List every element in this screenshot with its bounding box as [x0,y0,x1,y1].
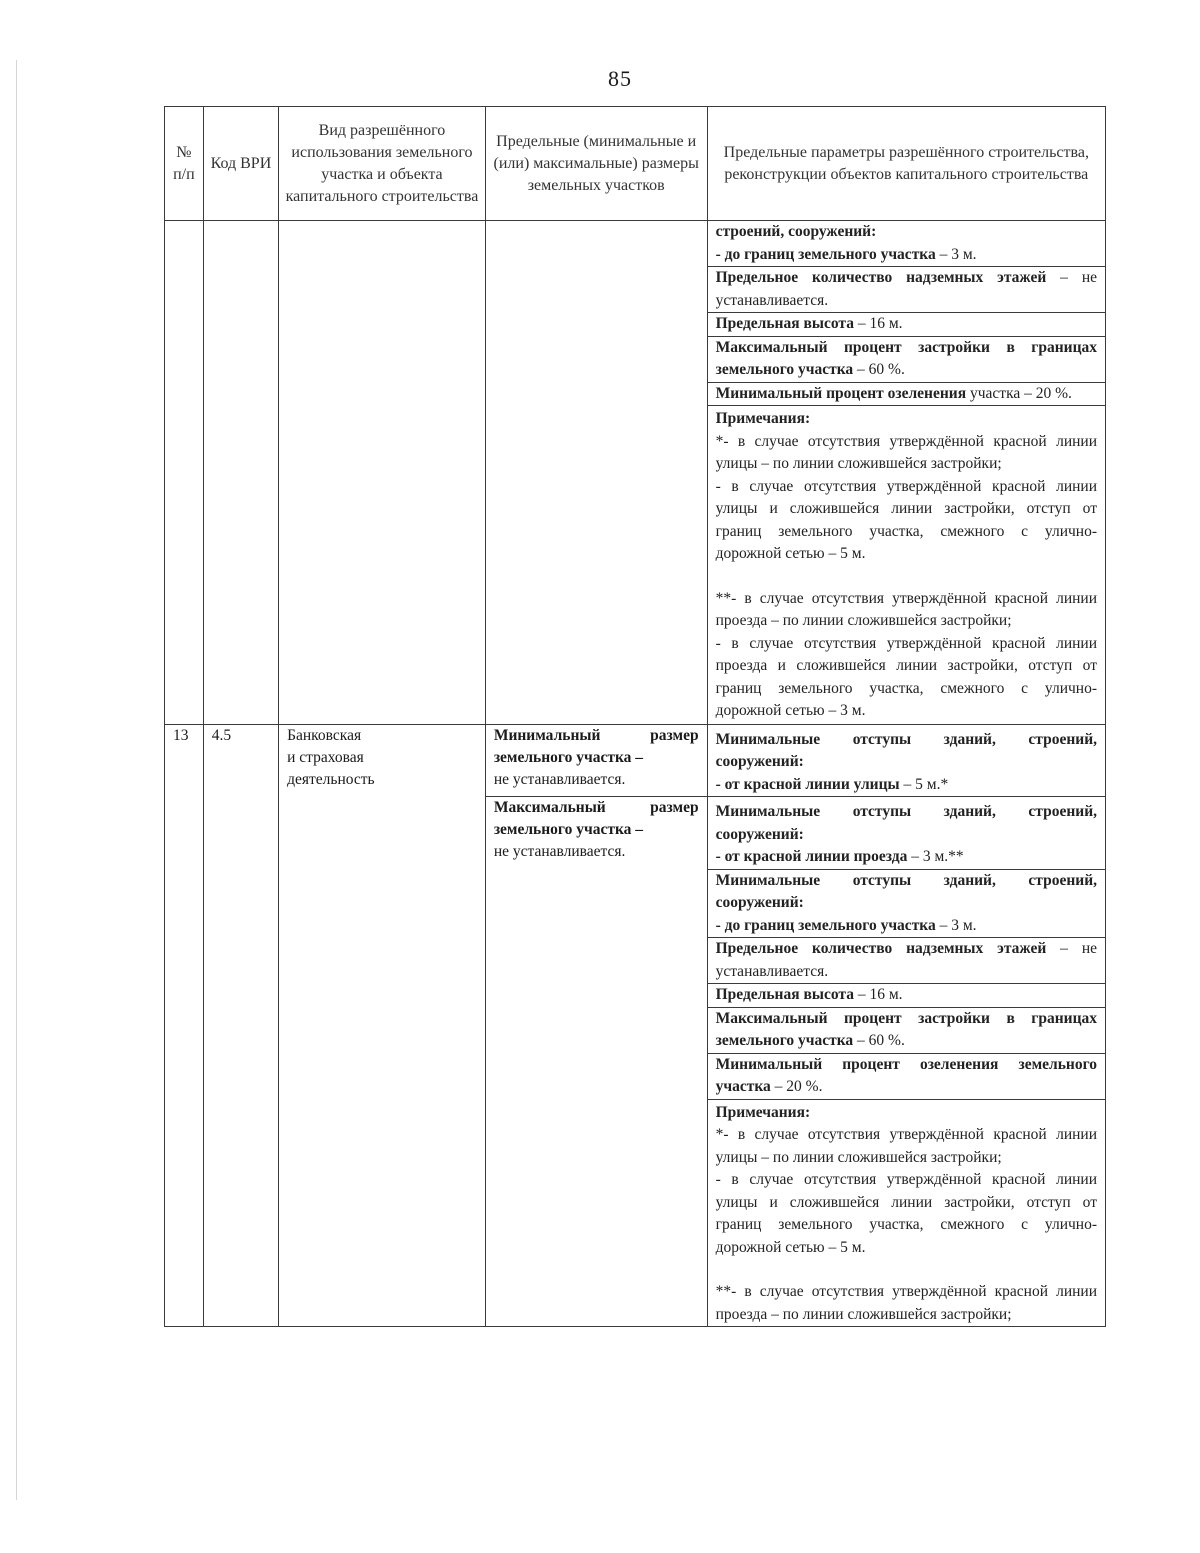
row-number: 13 [165,724,204,1327]
header-code: Код ВРИ [203,107,278,221]
row-max-size: Максимальный размер земельного участка – не устанавливается. [485,797,707,1327]
row-min-size: Минимальный размер земельного участка – не устанавливается. [485,724,707,797]
cont-param-floors: Предельное количество надземных этажей – не устанавливается. [707,267,1105,313]
cont-code-cell [203,221,278,725]
table-row [165,724,1106,797]
row-param-notes: Примечания: *- в случае отсутствия утверждённой красной линии улицы – по линии сложившейся застройки; - в случае отсутствия утверждённой красной линии улицы и сложившейся линии застройки, отступ от границ земельного участка, смежного с улично-дорожной сетью – 5 м. **- в случае отсутствия утверждённой красной линии проезда – по линии сложившейся застройки; [707,1099,1105,1327]
row-param-setback-boundary: Минимальные отступы зданий, строений, сооружений: - до границ земельного участка – 3 м. [707,869,1105,938]
row-param-floors: Предельное количество надземных этажей – не устанавливается. [707,938,1105,984]
cont-param-setback: строений, сооружений: - до границ земельного участка – 3 м. [707,221,1105,267]
row-param-height: Предельная высота – 16 м. [707,984,1105,1008]
cont-kind-cell [279,221,486,725]
cont-no-cell [165,221,204,725]
row-param-coverage: Максимальный процент застройки в границах земельного участка – 60 %. [707,1007,1105,1053]
row-param-setback-passage: Минимальные отступы зданий, строений, сооружений: - от красной линии проезда – 3 м.** [707,797,1105,870]
page-number: 85 [608,66,632,91]
header-no: № п/п [165,107,204,221]
cont-param-greening: Минимальный процент озеленения участка – 20 %. [707,382,1105,406]
cont-param-notes: Примечания: *- в случае отсутствия утверждённой красной линии улицы – по линии сложившейся застройки; - в случае отсутствия утверждённой красной линии улицы и сложившейся линии застройки, отступ от границ земельного участка, смежного с улично-дорожной сетью – 5 м. **- в случае отсутствия утверждённой красной линии проезда – по линии сложившейся застройки; - в случае отсутствия утверждённой красной линии проезда и сложившейся линии застройки, отступ от границ земельного участка, смежного с улично-дорожной сетью – 3 м. [707,406,1105,725]
cont-param-coverage: Максимальный процент застройки в границах земельного участка – 60 %. [707,336,1105,382]
row-code: 4.5 [203,724,278,1327]
table-row-continued [165,221,1106,267]
zoning-parameters-table [164,106,1106,1327]
row-kind: Банковская и страховая деятельность [279,724,486,1327]
row-param-setback-street: Минимальные отступы зданий, строений, сооружений: - от красной линии улицы – 5 м.* [707,724,1105,797]
header-kind: Вид разрешённого использования земельного участка и объекта капитального строительства [279,107,486,221]
header-params: Предельные параметры разрешённого строительства, реконструкции объектов капитального строительства [707,107,1105,221]
cont-size-cell [485,221,707,725]
table-header-row [165,107,1106,221]
cont-param-height: Предельная высота – 16 м. [707,313,1105,337]
header-size: Предельные (минимальные и (или) максимальные) размеры земельных участков [485,107,707,221]
row-param-greening: Минимальный процент озеленения земельного участка – 20 %. [707,1053,1105,1099]
scan-margin-line [16,60,17,1500]
